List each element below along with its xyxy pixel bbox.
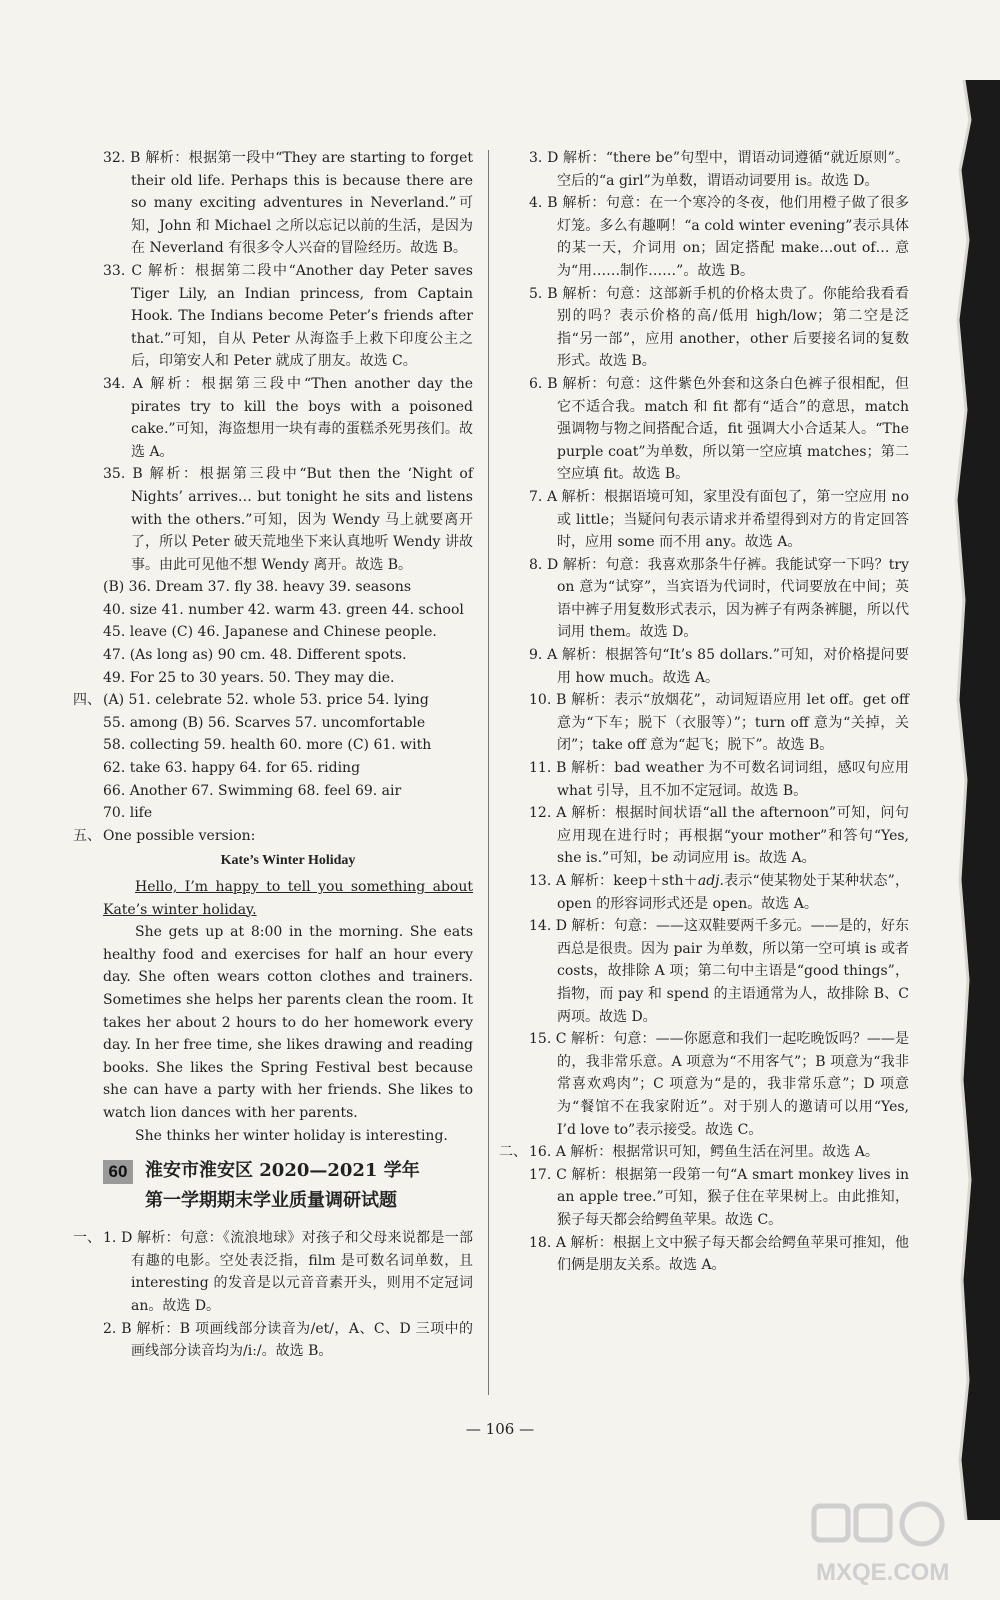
answer-34: 34. A 解析：根据第三段中“Then another day the pirates try to kill the boys with a poisoned cake.”可知，海盗想用一块有毒的蛋糕杀死男孩们。故选 A。 xyxy=(103,375,473,460)
answer-line: 55. among (B) 56. Scarves 57. uncomfortable xyxy=(103,714,426,731)
answer-line: (B) 36. Dream 37. fly 38. heavy 39. seasons xyxy=(103,579,412,596)
section-five xyxy=(73,825,473,1147)
answer-16: 16. A 解析：根据常识可知，鳄鱼生活在河里。故选 A。 xyxy=(529,1144,879,1161)
answer-line: 58. collecting 59. health 60. more (C) 61. with xyxy=(103,737,432,754)
watermark-text: MXQE.COM xyxy=(816,1559,950,1586)
answer-2: 2. B 解析：B 项画线部分读音为/et/，A、C、D 三项中的画线部分读音均为/iː/。故选 B。 xyxy=(103,1320,473,1360)
answer-13 xyxy=(529,870,909,915)
answer-18: 18. A 解析：根据上文中猴子每天都会给鳄鱼苹果可推知，他们俩是朋友关系。故选 A。 xyxy=(529,1234,909,1274)
section-one xyxy=(73,1227,473,1363)
answer-32: 32. B 解析：根据第一段中“They are starting to forget their old life. Perhaps this is because there are so many exciting adventures in Neverland.”可知，John 和 Michael 之所以忘记以前的生活，是因为在 Neverland 有很多令人兴奋的冒险经历。故选 B。 xyxy=(103,150,473,257)
essay-closing: She thinks her winter holiday is interesting. xyxy=(135,1127,448,1144)
answer-35: 35. B 解析：根据第三段中“But then the ‘Night of Nights’ arrives… but tonight he sits and listens with the others.”可知，因为 Wendy 马上就要离开了，所以 Peter 破天荒地坐下来认真地听 Wendy 讲故事。由此可见他不想 Wendy 离开。故选 B。 xyxy=(103,466,473,573)
essay-intro: One possible version: xyxy=(103,827,256,844)
answer-line: 47. (As long as) 90 cm. 48. Different spots. xyxy=(103,647,407,664)
torn-edge-decoration xyxy=(948,80,1000,1520)
answer-1: 1. D 解析：句意：《流浪地球》对孩子和父母来说都是一部有趣的电影。空处表泛指，film 是可数名词单数，且 interesting 的发音是以元音音素开头，则用不定冠词 an。故选 D。 xyxy=(103,1230,473,1314)
answer-15: 15. C 解析：句意：——你愿意和我们一起吃晚饭吗？——是的，我非常乐意。A 项意为“不用客气”；B 项意为“我非常喜欢鸡肉”；C 项意为“是的，我非常乐意”；D 项意为“餐馆不在我家附近”。对于别人的邀请可以用“Yes, I’d love to”表示接受。故选 C。 xyxy=(529,1031,909,1138)
essay-title: Kate’s Winter Holiday xyxy=(220,853,356,869)
left-column xyxy=(73,147,473,1363)
answer-line: 62. take 63. happy 64. for 65. riding xyxy=(103,760,361,777)
answer-6: 6. B 解析：句意：这件紫色外套和这条白色裤子很相配，但它不适合我。match 和 fit 都有“适合”的意思，match 强调物与物之间搭配合适，fit 强调大小合适某人。“The purple coat”为单数，所以第一空应填 matches；第二空应填 fit。故选 B。 xyxy=(529,375,909,483)
answer-line: 70. life xyxy=(103,805,153,822)
section-four xyxy=(73,689,473,825)
answer-33: 33. C 解析：根据第二段中“Another day Peter saves Tiger Lily, an Indian princess, from Captain Hook. The Indians become Peter’s friends after that.”可知，自从 Peter 从海盗手上救下印度公主之后，印第安人和 Peter 就成了朋友。故选 C。 xyxy=(103,262,473,370)
section-label: 二、 xyxy=(499,1144,527,1161)
answer-11: 11. B 解析：bad weather 为不可数名词词组，感叹句应用 what 引导，且不加不定冠词。故选 B。 xyxy=(529,760,909,799)
section-two xyxy=(499,1141,909,1277)
answer-7: 7. A 解析：根据语境可知，家里没有面包了，第一空应用 no 或 little；当疑问句表示请求并希望得到对方的肯定回答时，应用 some 而不用 any。故选 A。 xyxy=(529,488,909,551)
section-label: 五、 xyxy=(73,827,101,844)
section-label: 一、 xyxy=(73,1230,101,1247)
exam-number-badge: 60 xyxy=(103,1160,133,1184)
answer-line: 49. For 25 to 30 years. 50. They may die. xyxy=(103,669,395,686)
watermark-logo xyxy=(810,1500,980,1590)
exam-title-line2: 第一学期期末学业质量调研试题 xyxy=(145,1190,397,1212)
answer-line: 45. leave (C) 46. Japanese and Chinese people. xyxy=(103,624,437,641)
exam-title-line1: 淮安市淮安区 2020—2021 学年 xyxy=(145,1160,420,1182)
column-divider xyxy=(488,150,489,1395)
section-label: 四、 xyxy=(73,692,101,709)
answer-13-end: 表示“使某物处于某种状态”，open 的形容词形式还是 open。故选 A。 xyxy=(557,873,909,912)
answer-9: 9. A 解析：根据答句“It’s 85 dollars.”可知，对价格提问要用 how much。故选 A。 xyxy=(529,647,909,686)
answer-13-adj: adj. xyxy=(697,873,724,889)
answer-line: 40. size 41. number 42. warm 43. green 44. school xyxy=(103,601,464,618)
exam-heading xyxy=(103,1157,473,1217)
answer-8: 8. D 解析：句意：我喜欢那条牛仔裤。我能试穿一下吗？try on 意为“试穿”，当宾语为代词时，代词要放在中间；英语中裤子用复数形式表示，因为裤子有两条裤腿，所以代词用 them。故选 D。 xyxy=(529,556,909,641)
answer-4: 4. B 解析：句意：在一个寒冷的冬夜，他们用橙子做了很多灯笼。多么有趣啊！“a cold winter evening”表示具体的某一天，介词用 on；固定搭配 make…out of… 意为“用……制作……”。故选 B。 xyxy=(529,195,909,279)
essay-body: She gets up at 8:00 in the morning. She eats healthy food and exercises for half an hour every day. She often wears cotton clothes and trainers. Sometimes she helps her parents clean the room. It takes her about 2 hours to do her homework every day. In her free time, she likes drawing and reading books. She likes the Spring Festival best because she can have a party with her friends. She likes to watch lion dances with her parents. xyxy=(103,924,473,1121)
answer-line: (A) 51. celebrate 52. whole 53. price 54. lying xyxy=(103,692,429,709)
right-column xyxy=(499,147,909,1277)
answer-13-start: 13. A 解析：keep＋sth＋ xyxy=(529,873,698,889)
answer-10: 10. B 解析：表示“放烟花”，动词短语应用 let off。get off 意为“下车；脱下（衣服等）”；turn off 意为“关掉，关闭”；take off 意为“起飞；脱下”。故选 B。 xyxy=(529,692,909,754)
answer-14: 14. D 解析：句意：——这双鞋要两千多元。——是的，好东西总是很贵。因为 pair 为单数，所以第一空可填 is 或者 costs，故排除 A 项；第二句中主语是“good things”，指物，而 pay 和 spend 的主语通常为人，故排除 B、C 两项。故选 D。 xyxy=(529,918,909,1025)
answer-17: 17. C 解析：根据第一段第一句“A smart monkey lives in an apple tree.”可知，猴子住在苹果树上。由此推知，猴子每天都会给鳄鱼苹果。故选 C。 xyxy=(529,1166,909,1228)
answer-12: 12. A 解析：根据时间状语“all the afternoon”可知，问句应用现在进行时；再根据“your mother”和答句“Yes, she is.”可知，be 动词应用 is。故选 A。 xyxy=(529,805,909,867)
essay-opening: Hello, I’m happy to tell you something about Kate’s winter holiday. xyxy=(103,879,473,918)
page-number: — 106 — xyxy=(465,1420,535,1438)
answer-5: 5. B 解析：句意：这部新手机的价格太贵了。你能给我看看别的吗？表示价格的高/低用 high/low；第二空是泛指“另一部”，应用 another，other 后要接名词的复数形式。故选 B。 xyxy=(529,285,909,370)
answer-3: 3. D 解析：“there be”句型中，谓语动词遵循“就近原则”。空后的“a girl”为单数，谓语动词要用 is。故选 D。 xyxy=(529,150,909,189)
answer-line: 66. Another 67. Swimming 68. feel 69. air xyxy=(103,782,402,799)
